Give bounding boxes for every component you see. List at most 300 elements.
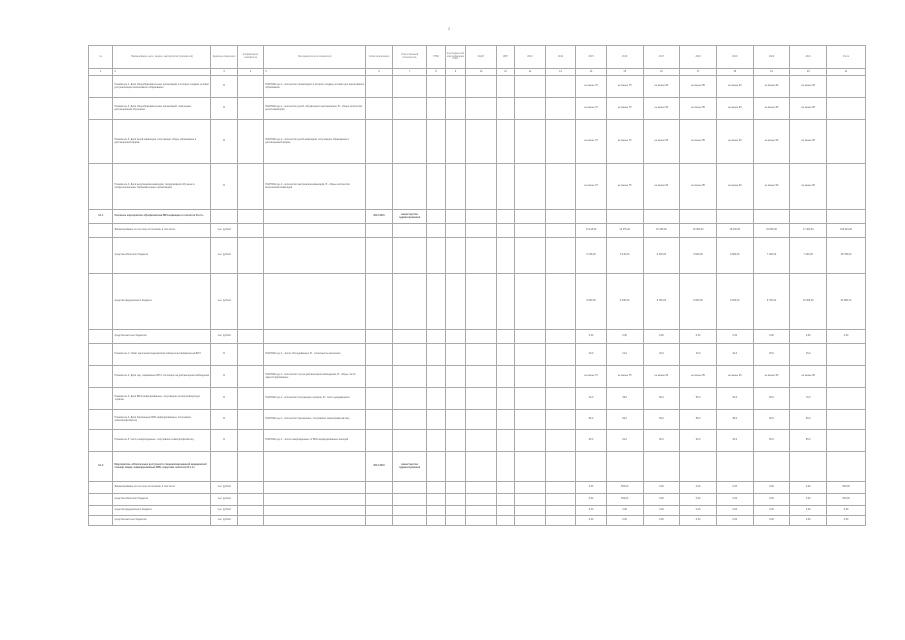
table-cell [515, 452, 546, 482]
table-cell: 0,00 [576, 494, 607, 506]
table-cell [680, 210, 717, 224]
column-header: Наименование цели, задачи, мероприятия (показателя) [113, 46, 211, 69]
column-header: Код бюджетной классификации РзПр [445, 46, 465, 69]
table-cell: 0,00 [827, 506, 866, 516]
table-cell [89, 506, 113, 516]
table-cell: 6 800,00 [716, 238, 753, 274]
table-cell [366, 388, 393, 410]
table-cell [89, 164, 113, 210]
table-cell: 0,00 [680, 482, 717, 494]
table-cell [445, 430, 465, 452]
table-cell: 0,00 [753, 482, 790, 494]
table-cell [427, 330, 445, 344]
table-cell: 91,0 [606, 430, 643, 452]
table-cell [466, 120, 497, 164]
table-cell [643, 210, 680, 224]
table-cell: 0,00 [576, 330, 607, 344]
table-cell: 500,00 [827, 494, 866, 506]
table-cell [366, 506, 393, 516]
table-cell: средства федерального бюджета [113, 274, 211, 330]
table-cell: не менее 95 [753, 366, 790, 388]
table-cell: 15 180,00 [643, 224, 680, 238]
table-cell [606, 452, 643, 482]
table-cell: Мероприятие «Обеспечение доступности специализированной медицинской помощи лицам, инфицированным ВИЧ, вирусами гепатитов В и С» [113, 452, 211, 482]
table-row [89, 98, 866, 120]
table-cell: не менее 95 [753, 98, 790, 120]
table-cell [496, 98, 514, 120]
table-cell [827, 410, 866, 430]
table-cell: % [211, 366, 238, 388]
table-cell [753, 452, 790, 482]
table-cell [515, 210, 546, 224]
table-cell: 2014-2021 [366, 452, 393, 482]
table-cell: НАКПОШ где А - количество получающих терапию, В - число нуждающихся [264, 388, 366, 410]
table-cell: 500,00 [827, 482, 866, 494]
table-cell [445, 238, 465, 274]
table-cell [466, 344, 497, 366]
table-cell: 15 [606, 69, 643, 76]
table-cell [445, 482, 465, 494]
table-cell: 0,00 [576, 506, 607, 516]
table-cell [466, 274, 497, 330]
table-cell: % [211, 120, 238, 164]
table-cell [545, 516, 576, 526]
table-cell [89, 388, 113, 410]
table-cell [237, 98, 264, 120]
table-cell: тыс. рублей [211, 506, 238, 516]
table-cell [466, 224, 497, 238]
table-cell [427, 494, 445, 506]
table-cell: не менее 75 [606, 98, 643, 120]
table-cell [445, 210, 465, 224]
column-header: 2017 [643, 46, 680, 69]
table-cell: не менее 70 [576, 120, 607, 164]
table-cell [445, 494, 465, 506]
table-row [89, 430, 866, 452]
table-cell: 84,0 [643, 410, 680, 430]
table-cell: 14 [576, 69, 607, 76]
column-header: Методика расчета показателя [264, 46, 366, 69]
table-cell: Основное мероприятие «Профилактика ВИЧ-инфекции и гепатитов В и С» [113, 210, 211, 224]
table-cell [445, 330, 465, 344]
table-cell [427, 430, 445, 452]
table-cell [366, 224, 393, 238]
table-cell: 13 [545, 69, 576, 76]
table-cell [392, 506, 427, 516]
table-cell: % [211, 98, 238, 120]
table-cell: НАКПОШ где А - количество беременных, получивших химиопрофилактику [264, 410, 366, 430]
table-cell [366, 76, 393, 98]
table-cell: 9 200,00 [716, 274, 753, 330]
program-table [88, 45, 866, 526]
table-row [89, 388, 866, 410]
table-cell [496, 210, 514, 224]
table-cell [427, 238, 445, 274]
table-cell [89, 120, 113, 164]
table-cell: не менее 90 [716, 164, 753, 210]
table-cell [211, 210, 238, 224]
table-cell [545, 430, 576, 452]
table-cell [496, 344, 514, 366]
table-cell: НАКПОШ где А - число обследованных, В - численность населения [264, 344, 366, 366]
table-cell: тыс. рублей [211, 482, 238, 494]
table-cell [515, 344, 546, 366]
table-cell: Показатель 5. Число новорожденных, получивших химиопрофилактику [113, 430, 211, 452]
table-row [89, 516, 866, 526]
table-cell: 88,0 [716, 410, 753, 430]
table-cell: не менее 70 [576, 98, 607, 120]
table-cell [427, 516, 445, 526]
table-cell: не менее 95 [790, 366, 827, 388]
table-cell [445, 224, 465, 238]
table-cell [496, 164, 514, 210]
table-cell: 2 [113, 69, 211, 76]
table-cell: тыс. рублей [211, 224, 238, 238]
table-cell [515, 120, 546, 164]
table-cell [716, 210, 753, 224]
table-cell: 62 866,20 [827, 274, 866, 330]
table-cell: 16 000,00 [716, 224, 753, 238]
table-cell: % [211, 164, 238, 210]
table-cell [576, 210, 607, 224]
table-cell [264, 506, 366, 516]
table-cell: 0,00 [716, 330, 753, 344]
table-cell [496, 410, 514, 430]
table-cell: 19 [753, 69, 790, 76]
table-cell [445, 366, 465, 388]
table-cell [545, 238, 576, 274]
table-cell [496, 120, 514, 164]
table-cell: Показатель 1. Доля общеобразовательных организаций, в которых созданы условия для реализации инклюзивного образования [113, 76, 211, 98]
column-header: КВР [496, 46, 514, 69]
table-cell [392, 330, 427, 344]
table-cell [89, 344, 113, 366]
table-cell [89, 224, 113, 238]
table-row [89, 69, 866, 76]
table-cell [466, 482, 497, 494]
table-cell: не менее 90 [716, 366, 753, 388]
table-cell: НАКПОШ где А - количество организаций, в которых созданы условия для инклюзивного образования [264, 76, 366, 98]
column-header: 2018 [680, 46, 717, 69]
table-cell [466, 410, 497, 430]
table-cell [496, 506, 514, 516]
table-cell [237, 410, 264, 430]
table-row [89, 506, 866, 516]
table-cell [366, 238, 393, 274]
table-row [89, 274, 866, 330]
table-cell [445, 516, 465, 526]
table-cell: 3.1.1 [89, 210, 113, 224]
column-header: № [89, 46, 113, 69]
table-cell [237, 344, 264, 366]
table-cell: 0,00 [680, 516, 717, 526]
table-cell [89, 238, 113, 274]
table-row [89, 76, 866, 98]
table-cell: не менее 95 [753, 164, 790, 210]
table-cell: 0,00 [827, 330, 866, 344]
column-header: 2013 [515, 46, 546, 69]
table-cell: 8 950,00 [680, 274, 717, 330]
table-cell: 86,0 [680, 410, 717, 430]
table-cell [264, 516, 366, 526]
table-cell: не менее 95 [790, 120, 827, 164]
table-cell [366, 164, 393, 210]
table-cell: 13 418,00 [576, 224, 607, 238]
table-cell [496, 224, 514, 238]
table-cell: 60,0 [716, 388, 753, 410]
column-header: 2016 [606, 46, 643, 69]
table-cell: 0,00 [643, 330, 680, 344]
table-cell: 22,0 [643, 344, 680, 366]
table-cell: 25,0 [790, 344, 827, 366]
table-cell [545, 330, 576, 344]
table-cell [643, 452, 680, 482]
table-cell: 6 500,00 [680, 238, 717, 274]
table-cell [496, 430, 514, 452]
table-cell [827, 388, 866, 410]
table-cell [466, 506, 497, 516]
table-cell [466, 388, 497, 410]
table-cell: 17 [680, 69, 717, 76]
table-cell [545, 224, 576, 238]
table-cell [515, 330, 546, 344]
table-cell [366, 430, 393, 452]
table-cell: 50,0 [643, 388, 680, 410]
table-cell [264, 224, 366, 238]
table-cell [515, 274, 546, 330]
table-cell [392, 494, 427, 506]
table-cell [466, 430, 497, 452]
table-cell [89, 482, 113, 494]
table-cell [366, 98, 393, 120]
table-cell: 0,00 [790, 516, 827, 526]
table-cell: 0,00 [790, 330, 827, 344]
table-cell [606, 210, 643, 224]
table-cell [827, 164, 866, 210]
table-cell: % [211, 344, 238, 366]
table-cell [496, 516, 514, 526]
table-cell [827, 366, 866, 388]
table-cell [466, 366, 497, 388]
table-cell: тыс. рублей [211, 516, 238, 526]
table-cell: Финансирование за счет всех источников, в том числе: [113, 224, 211, 238]
table-cell [545, 164, 576, 210]
table-cell [237, 516, 264, 526]
table-cell [237, 210, 264, 224]
table-cell: 0,00 [606, 506, 643, 516]
table-cell [466, 494, 497, 506]
table-cell: 4 [237, 69, 264, 76]
table-cell [445, 344, 465, 366]
table-cell: 70,0 [790, 388, 827, 410]
table-cell: 7 100,00 [753, 238, 790, 274]
table-cell [545, 98, 576, 120]
table-cell [237, 388, 264, 410]
table-cell: 8 [427, 69, 445, 76]
table-cell [466, 210, 497, 224]
table-cell [264, 452, 366, 482]
table-cell: министерство здравоохранения [392, 210, 427, 224]
table-cell [515, 224, 546, 238]
table-cell [790, 210, 827, 224]
table-cell [445, 98, 465, 120]
table-cell: 16 [643, 69, 680, 76]
table-cell: 6 400,00 [643, 238, 680, 274]
table-cell [237, 164, 264, 210]
table-cell: НАКПОШ где А - число новорожденных от ВИЧ-инфицированных матерей [264, 430, 366, 452]
table-cell [89, 76, 113, 98]
table-cell: 21,0 [606, 344, 643, 366]
table-cell: 0,00 [643, 516, 680, 526]
table-cell: не менее 95 [790, 98, 827, 120]
table-cell: не менее 80 [643, 120, 680, 164]
table-cell: 0,00 [753, 330, 790, 344]
table-cell [427, 210, 445, 224]
table-cell [515, 516, 546, 526]
column-header: ГРБС [427, 46, 445, 69]
table-cell [392, 224, 427, 238]
table-cell: тыс. рублей [211, 238, 238, 274]
table-cell [427, 482, 445, 494]
column-header: 2020 [753, 46, 790, 69]
table-row [89, 452, 866, 482]
table-cell [392, 120, 427, 164]
table-cell: 45,0 [606, 388, 643, 410]
page-number: 2 [448, 26, 451, 31]
table-cell: средства федерального бюджета [113, 506, 211, 516]
table-cell [237, 224, 264, 238]
table-header-row [89, 46, 866, 69]
table-cell [366, 330, 393, 344]
table-cell [496, 366, 514, 388]
table-cell [680, 452, 717, 482]
column-header: Коэффициент значимости [237, 46, 264, 69]
table-row [89, 224, 866, 238]
table-cell [366, 494, 393, 506]
table-cell: 9 [445, 69, 465, 76]
table-cell [466, 76, 497, 98]
column-header: Итого [827, 46, 866, 69]
table-cell [427, 410, 445, 430]
column-header: 2019 [716, 46, 753, 69]
table-cell: не менее 95 [753, 120, 790, 164]
table-cell [827, 120, 866, 164]
table-cell [445, 388, 465, 410]
table-cell [237, 274, 264, 330]
table-cell: не менее 85 [680, 76, 717, 98]
table-cell: 0,00 [643, 506, 680, 516]
table-cell [466, 452, 497, 482]
table-row [89, 120, 866, 164]
table-cell: не менее 70 [576, 76, 607, 98]
table-cell [445, 452, 465, 482]
column-header: 2015 [576, 46, 607, 69]
table-cell: Показатель 2. Доля общеобразовательных организаций, охваченных дистанционным обучением [113, 98, 211, 120]
table-cell [827, 344, 866, 366]
table-cell [466, 330, 497, 344]
table-cell [466, 98, 497, 120]
table-cell: не менее 80 [643, 164, 680, 210]
table-cell [89, 330, 113, 344]
table-cell: не менее 80 [643, 98, 680, 120]
table-row [89, 494, 866, 506]
table-cell [427, 274, 445, 330]
table-cell: 0,00 [753, 516, 790, 526]
table-cell [445, 120, 465, 164]
table-cell [466, 164, 497, 210]
table-cell [237, 494, 264, 506]
table-cell [392, 482, 427, 494]
table-cell [264, 482, 366, 494]
table-cell: не менее 85 [680, 120, 717, 164]
table-cell: 16 800,00 [753, 224, 790, 238]
table-cell: не менее 95 [790, 76, 827, 98]
table-cell [545, 410, 576, 430]
table-cell: Показатель 3. Доля детей-инвалидов, получающих общее образование в дистанционной форме [113, 120, 211, 164]
table-cell: 65,0 [753, 388, 790, 410]
table-cell: Показатель 2. Доля лиц, зараженных ВИЧ, состоящих на диспансерном наблюдении [113, 366, 211, 388]
table-cell: 11 [496, 69, 514, 76]
table-cell [466, 238, 497, 274]
table-cell: не менее 85 [680, 98, 717, 120]
table-cell [392, 274, 427, 330]
table-cell [515, 410, 546, 430]
table-cell: Показатель 4. Доля беременных ВИЧ-инфицированных, получивших химиопрофилактику [113, 410, 211, 430]
table-cell [392, 98, 427, 120]
table-cell [392, 238, 427, 274]
table-cell: 82,0 [606, 410, 643, 430]
table-cell: 3.1.2 [89, 452, 113, 482]
table-cell [366, 516, 393, 526]
table-cell [753, 210, 790, 224]
table-cell: 2014-2021 [366, 210, 393, 224]
table-cell: 3 [211, 69, 238, 76]
table-cell [264, 274, 366, 330]
table-cell [545, 366, 576, 388]
table-cell [427, 98, 445, 120]
table-cell [392, 516, 427, 526]
table-cell [427, 76, 445, 98]
table-cell [496, 388, 514, 410]
table-cell: 0,00 [680, 330, 717, 344]
table-cell: 0,00 [576, 482, 607, 494]
table-cell [716, 452, 753, 482]
table-cell [264, 238, 366, 274]
table-cell: Показатель 3. Доля ВИЧ-инфицированных, получающих антиретровирусную терапию [113, 388, 211, 410]
table-cell: НАКПОШ где А - количество детей, обучающихся дистанционно, В - общее количество детей-инвалидов [264, 98, 366, 120]
table-cell: Показатель 1. Охват населения медицинским освидетельствованием на ВИЧ [113, 344, 211, 366]
table-cell: 90,0 [790, 410, 827, 430]
table-cell [237, 76, 264, 98]
table-cell: 500,00 [606, 494, 643, 506]
table-cell [496, 452, 514, 482]
table-cell [445, 506, 465, 516]
table-cell: 80,0 [576, 410, 607, 430]
table-cell [237, 366, 264, 388]
table-cell: не менее 75 [606, 76, 643, 98]
table-cell: 108 624,20 [827, 224, 866, 238]
table-cell: 15 450,00 [680, 224, 717, 238]
table-cell [466, 516, 497, 526]
column-header: Сроки реализации [366, 46, 393, 69]
table-cell [237, 330, 264, 344]
table-cell: 10 000,00 [790, 274, 827, 330]
table-cell: 0,00 [753, 494, 790, 506]
table-cell [427, 164, 445, 210]
table-cell: 17 400,00 [790, 224, 827, 238]
table-cell: не менее 90 [716, 98, 753, 120]
table-cell: 8 236,20 [606, 274, 643, 330]
